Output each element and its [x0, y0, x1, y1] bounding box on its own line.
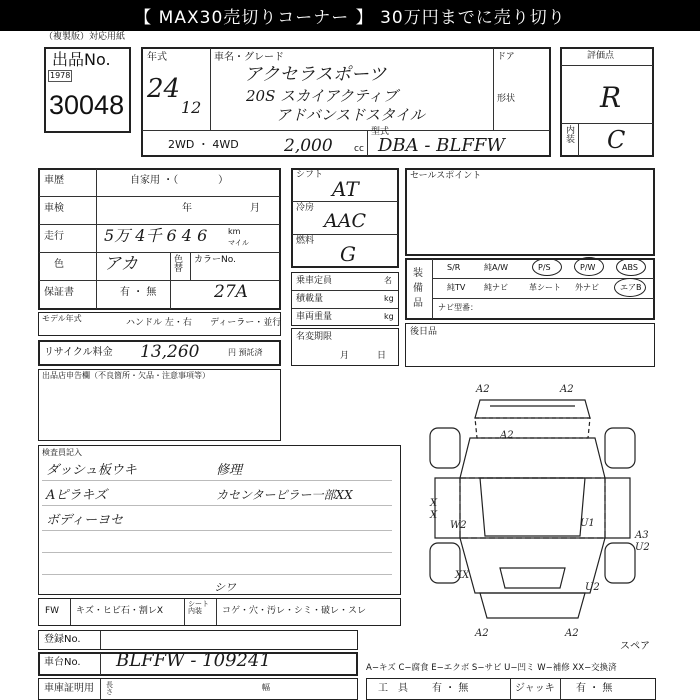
mark-a2-rear-right: A2: [565, 628, 579, 639]
door-label: ドア: [497, 52, 515, 62]
inspection-month-unit: 月: [250, 203, 260, 214]
equip-sr: S/R: [447, 263, 461, 272]
later-items-label: 後日品: [410, 327, 438, 337]
history-value: 自家用 ・（ ）: [130, 175, 229, 186]
equip-ps: P/S: [538, 263, 551, 272]
aircon-value: AAC: [324, 210, 366, 232]
load-label: 積載量: [296, 294, 324, 304]
capacity-label: 乗車定員: [296, 276, 333, 286]
year-month: 12: [181, 98, 202, 117]
interior-label: 内装: [566, 126, 576, 145]
reg-cert-length: 長さ: [106, 681, 113, 696]
fuel-label: 燃料: [296, 236, 315, 246]
weight-label: 車両重量: [296, 312, 333, 322]
shape-label: 形状: [497, 94, 516, 104]
banner: 【 MAX30売切りコーナー 】 30万円までに売り切り: [0, 0, 700, 31]
colorno-value: 27A: [214, 282, 248, 302]
grade-label: 評価点: [587, 51, 615, 61]
color-change-label: 色替: [174, 255, 184, 274]
mark-a2-front-left: A2: [476, 384, 490, 395]
color-value: アカ: [104, 254, 138, 274]
displacement-value: 2,000: [284, 136, 333, 156]
fuel-value: G: [340, 242, 356, 266]
mark-a2-hood: A2: [500, 430, 514, 441]
recycle-unit: 円 預託済: [228, 348, 263, 357]
name-change-label: 名変期限: [296, 332, 333, 342]
mark-a2-rear-left: A2: [475, 628, 489, 639]
lot-label: 出品No.: [52, 50, 111, 69]
lot-number: 30048: [49, 90, 125, 120]
mark-x-1: X: [430, 498, 438, 509]
seat-label: シート内装: [188, 600, 209, 615]
inspector-note-4: 修理: [216, 463, 243, 478]
navi-model-label: ナビ型番：: [438, 303, 478, 312]
inspection-label: 車検: [44, 203, 64, 214]
tools-box: [366, 678, 656, 700]
mark-a3: A3: [635, 530, 649, 541]
inspector-note-3: ボディーヨセ: [46, 513, 123, 528]
mark-u1: U1: [580, 518, 595, 529]
seat-note: シワ: [214, 581, 236, 594]
fw-label: FW: [45, 606, 60, 616]
inspector-note-1: ダッシュ板ウキ: [46, 463, 137, 478]
registration-label: 登録No.: [44, 634, 81, 645]
sales-points-label: セールスポイント: [410, 171, 482, 181]
inspector-label: 検査員記入: [42, 448, 82, 457]
dealer-text: ディーラー・並行: [210, 318, 282, 328]
notes-header: 出品店申告欄（不良箇所・欠品・注意事項等）: [42, 371, 210, 380]
jack-label: ジャッキ: [515, 683, 555, 694]
equip-extnavi: 外ナビ: [575, 283, 599, 292]
mileage-value: 5万 4千 6 4 6: [104, 226, 208, 245]
model-line2: 20S スカイアクティブ: [246, 87, 398, 105]
equip-tv: 純TV: [447, 283, 466, 292]
inspector-note-5: カセンターピラー一部XX: [216, 488, 353, 502]
mark-a2-front-right: A2: [560, 384, 574, 395]
shift-label: シフト: [296, 170, 324, 180]
tools-label: 工 具: [378, 683, 408, 694]
mark-xx: XX: [455, 570, 470, 581]
chassis-label: 車台No.: [44, 657, 81, 668]
drive-type: 2WD ・ 4WD: [168, 138, 239, 151]
mark-x-2: X: [430, 510, 438, 521]
chassis-value: BLFFW - 109241: [116, 650, 271, 671]
registration-row: [38, 630, 358, 650]
mark-u2-rear: U2: [585, 582, 600, 593]
circle-pw: [574, 257, 604, 276]
later-items-box: [405, 323, 655, 367]
aircon-label: 冷房: [296, 203, 315, 213]
damage-legend: A−キズ C−腐食 E−エクボ S−サビ U−凹ミ W−補修 XX−交換済: [366, 663, 617, 673]
form-header: （複製版）対応用紙: [44, 32, 126, 42]
colorno-label: カラーNo.: [194, 255, 236, 265]
circle-airbag: [614, 278, 646, 297]
mileage-unit-km: km: [228, 227, 241, 236]
grade-value: R: [600, 81, 622, 114]
name-change-unit: 月日: [340, 351, 415, 361]
warranty-label: 保証書: [44, 287, 74, 298]
equip-aw: 純A/W: [484, 263, 509, 272]
jack-value: 有 ・ 無: [576, 683, 613, 694]
equipment-label: 装備品: [413, 268, 423, 309]
model-label: 車名・グレード: [214, 52, 284, 63]
history-label: 車歴: [44, 175, 64, 186]
model-line3: アドバンスドスタイル: [276, 106, 425, 124]
weight-unit: kg: [384, 312, 394, 321]
equip-airbag: エアB: [620, 283, 642, 292]
inspection-year-unit: 年: [182, 203, 192, 214]
equip-pw: P/W: [580, 263, 596, 272]
spare-label: スペア: [620, 641, 650, 652]
year-label: 年式: [147, 52, 167, 63]
year-value: 24: [147, 74, 181, 104]
recycle-label: リサイクル料金: [44, 347, 113, 358]
circle-ps: [532, 258, 562, 276]
displacement-unit: cc: [354, 144, 364, 154]
capacity-unit: 名: [384, 276, 392, 285]
recycle-value: 13,260: [140, 342, 200, 362]
equip-abs: ABS: [622, 263, 638, 272]
mark-w2: W2: [450, 520, 467, 531]
model-line1: アクセラスポーツ: [244, 64, 387, 85]
mileage-label: 走行: [44, 231, 64, 242]
mileage-unit-mile: マイル: [228, 239, 249, 247]
inspector-note-2: Aピラキズ: [46, 488, 108, 503]
color-label: 色: [54, 259, 64, 270]
katashiki-value: DBA - BLFFW: [378, 135, 505, 156]
seat-text: コゲ・穴・汚レ・シミ・破レ・スレ: [222, 606, 367, 616]
sales-points-box: [405, 168, 655, 256]
car-damage-diagram: [410, 378, 660, 640]
lot-sub: 1978: [50, 71, 71, 80]
warranty-value: 有 ・ 無: [120, 287, 157, 298]
model-year-label: モデル年式: [42, 314, 82, 323]
load-unit: kg: [384, 294, 394, 303]
shift-value: AT: [332, 177, 359, 201]
fw-text: キズ・ヒビ石・割レX: [76, 606, 163, 616]
equip-leather: 革シート: [529, 283, 561, 292]
katashiki-label: 型式: [371, 127, 390, 137]
handle-text: ハンドル 左・右: [126, 318, 192, 328]
reg-cert-width: 幅: [262, 683, 270, 692]
reg-cert-label: 車庫証明用: [44, 683, 94, 694]
tools-value: 有 ・ 無: [432, 683, 469, 694]
circle-abs: [616, 258, 646, 276]
mark-u2-right: U2: [635, 542, 650, 553]
equip-navi: 純ナビ: [484, 283, 508, 292]
interior-value: C: [607, 126, 626, 154]
